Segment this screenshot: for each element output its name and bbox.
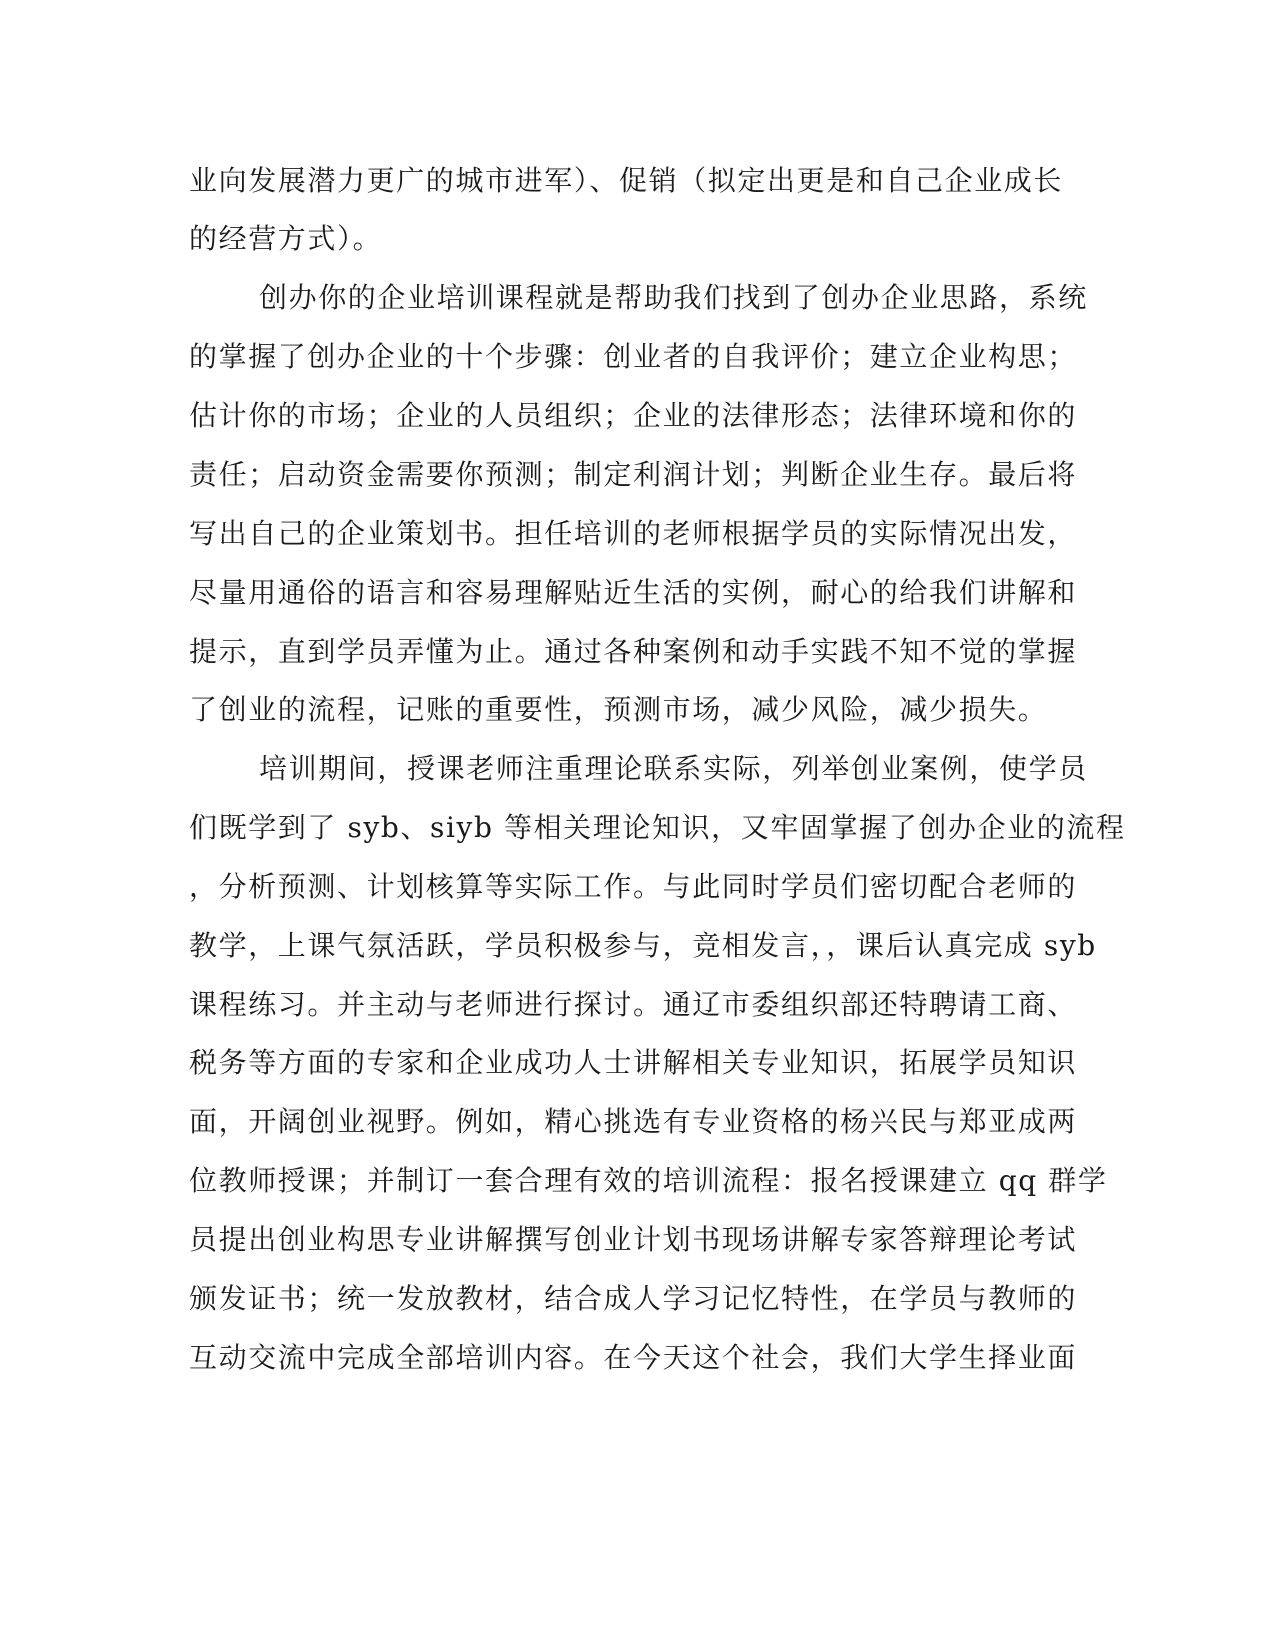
text-line: 的经营方式）。 — [189, 222, 383, 255]
text-line: 业向发展潜力更广的城市进军）、促销（拟定出更是和自己企业成长 — [189, 164, 1064, 197]
text-line: 尽量用通俗的语言和容易理解贴近生活的实例，耐心的给我们讲解和 — [189, 576, 1078, 609]
text-line: 位教师授课；并制订一套合理有效的培训流程：报名授课建立 qq 群学 — [189, 1164, 1108, 1197]
text-line: 员提出创业构思专业讲解撰写创业计划书现场讲解专家答辩理论考试 — [189, 1223, 1078, 1256]
text-line: 颁发证书；统一发放教材，结合成人学习记忆特性，在学员与教师的 — [189, 1282, 1078, 1315]
text-line: 写出自己的企业策划书。担任培训的老师根据学员的实际情况出发， — [189, 517, 1078, 550]
text-line: 提示，直到学员弄懂为止。通过各种案例和动手实践不知不觉的掌握 — [189, 635, 1078, 668]
paragraph-first-line: 创办你的企业培训课程就是帮助我们找到了创办企业思路，系统 — [259, 281, 1088, 314]
text-line: ，分析预测、计划核算等实际工作。与此同时学员们密切配合老师的 — [189, 870, 1078, 903]
text-line: 互动交流中完成全部培训内容。在今天这个社会，我们大学生择业面 — [189, 1341, 1078, 1374]
text-line: 面，开阔创业视野。例如，精心挑选有专业资格的杨兴民与郑亚成两 — [189, 1105, 1078, 1138]
text-line: 责任；启动资金需要你预测；制定利润计划；判断企业生存。最后将 — [189, 458, 1078, 491]
text-line: 估计你的市场；企业的人员组织；企业的法律形态；法律环境和你的 — [189, 399, 1078, 432]
text-line: 课程练习。并主动与老师进行探讨。通辽市委组织部还特聘请工商、 — [189, 988, 1078, 1021]
text-line: 了创业的流程，记账的重要性，预测市场，减少风险，减少损失。 — [189, 693, 1048, 726]
text-line: 的掌握了创办企业的十个步骤：创业者的自我评价；建立企业构思； — [189, 340, 1078, 373]
paragraph-first-line: 培训期间，授课老师注重理论联系实际，列举创业案例，使学员 — [259, 752, 1088, 785]
text-line: 们既学到了 syb、siyb 等相关理论知识，又牢固掌握了创办企业的流程 — [189, 811, 1126, 844]
text-line: 教学，上课气氛活跃，学员积极参与，竞相发言，，课后认真完成 syb — [189, 929, 1097, 962]
text-line: 税务等方面的专家和企业成功人士讲解相关专业知识，拓展学员知识 — [189, 1046, 1078, 1079]
